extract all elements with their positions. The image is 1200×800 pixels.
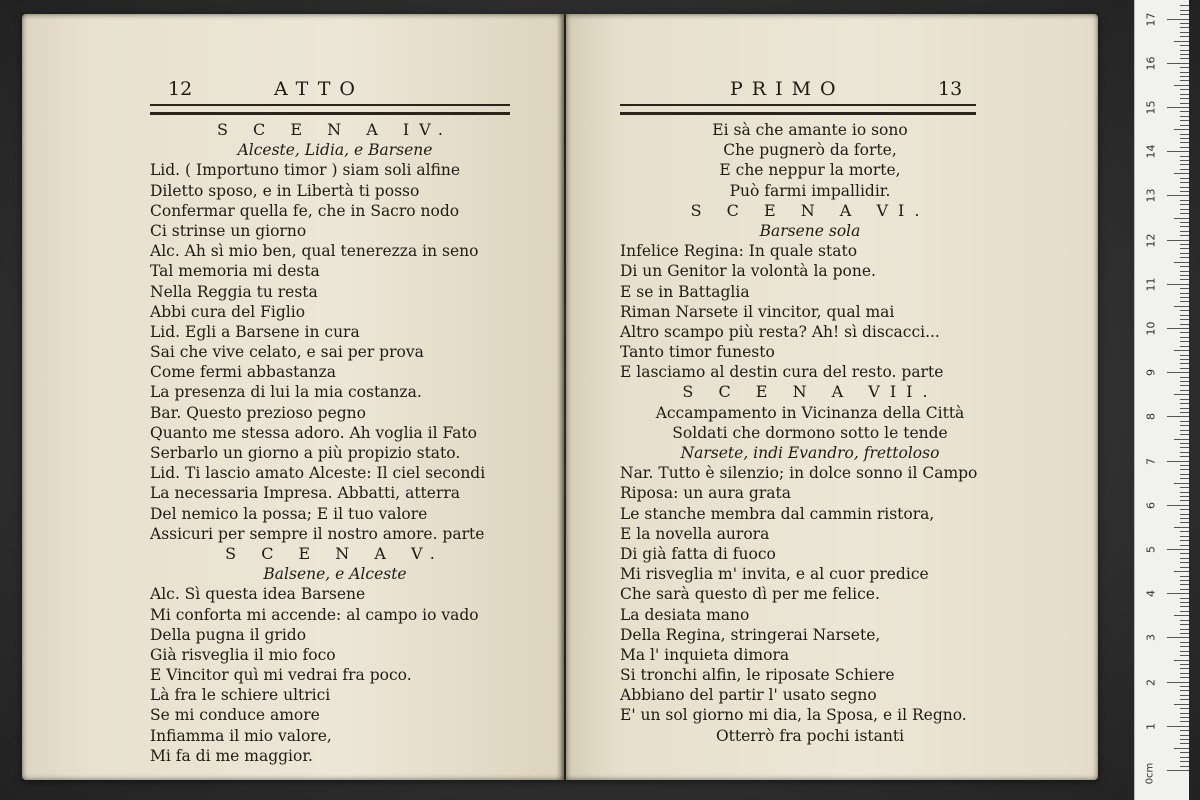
ruler-tick (1167, 195, 1189, 196)
ruler-tick (1167, 461, 1189, 462)
ruler-tick (1180, 332, 1189, 333)
ruler-tick (1180, 10, 1189, 11)
ruler-tick (1174, 615, 1189, 616)
ruler-number: 15 (1144, 100, 1158, 115)
ruler-tick (1180, 655, 1189, 656)
ruler-tick (1180, 509, 1189, 510)
ruler-tick (1180, 558, 1189, 559)
right-line-26: Della Regina, stringerai Narsete, (620, 625, 881, 644)
ruler-tick (1180, 664, 1189, 665)
left-line-20: Del nemico la possa; E il tuo valore (150, 504, 428, 523)
ruler-tick (1180, 355, 1189, 356)
ruler-number: 6 (1144, 501, 1158, 509)
left-line-9: Nella Reggia tu resta (150, 282, 318, 301)
ruler-tick (1180, 319, 1189, 320)
right-line-9: E se in Battaglia (620, 282, 750, 301)
right-line-5: S C E N A VI. (690, 200, 930, 220)
ruler-tick (1180, 624, 1189, 625)
ruler-tick (1174, 218, 1189, 219)
right-line-24: Che sarà questo dì per me felice. (620, 585, 880, 604)
ruler-tick (1180, 142, 1189, 143)
left-line-10: Abbi cura del Figlio (150, 302, 306, 321)
ruler-tick (1180, 385, 1189, 386)
left-line-28: E Vincitor quì mi vedrai fra poco. (150, 666, 412, 685)
ruler-tick (1180, 23, 1189, 24)
ruler-tick (1180, 76, 1189, 77)
left-line-7: Alc. Ah sì mio ben, qual tenerezza in seno (150, 242, 479, 261)
ruler-tick (1167, 19, 1189, 20)
ruler-number: 12 (1144, 233, 1158, 248)
ruler-tick (1180, 730, 1189, 731)
left-line-1: S C E N A IV. (216, 120, 454, 139)
ruler-tick (1180, 408, 1189, 409)
left-line-3: Lid. ( Importuno timor ) siam soli alfine (150, 161, 461, 180)
left-line-14: La presenza di lui la mia costanza. (150, 383, 422, 402)
ruler-tick (1180, 492, 1189, 493)
ruler-tick (1180, 478, 1189, 479)
ruler-tick (1180, 204, 1189, 205)
ruler-tick (1180, 50, 1189, 51)
ruler-number: 9 (1144, 369, 1158, 377)
right-line-21: E la novella aurora (620, 524, 770, 543)
right-text-block (620, 120, 1000, 746)
left-line-27: Già risveglia il mio foco (150, 645, 336, 664)
ruler-tick (1180, 27, 1189, 28)
ruler-tick (1167, 549, 1189, 550)
ruler-number: 13 (1144, 188, 1158, 203)
ruler-tick (1180, 231, 1189, 232)
ruler-tick (1180, 222, 1189, 223)
ruler-tick (1180, 465, 1189, 466)
ruler-tick (1180, 399, 1189, 400)
ruler-tick (1180, 297, 1189, 298)
ruler-tick (1167, 637, 1189, 638)
left-line-29: Là fra le schiere ultrici (150, 686, 331, 705)
right-line-25: La desiata mano (620, 605, 750, 624)
ruler-number: 11 (1144, 277, 1158, 292)
ruler-tick (1180, 743, 1189, 744)
ruler-tick (1180, 381, 1189, 382)
ruler-tick (1180, 288, 1189, 289)
ruler-tick (1180, 487, 1189, 488)
measurement-ruler (1134, 0, 1189, 800)
ruler-tick (1167, 593, 1189, 594)
right-line-7: Infelice Regina: In quale stato (620, 242, 858, 261)
ruler-tick (1167, 770, 1189, 771)
ruler-tick (1174, 394, 1189, 395)
ruler-tick (1167, 240, 1189, 241)
ruler-tick (1180, 646, 1189, 647)
ruler-tick (1180, 562, 1189, 563)
left-line-31: Infiamma il mio valore, (150, 726, 332, 745)
ruler-tick (1180, 315, 1189, 316)
ruler-tick (1174, 660, 1189, 661)
ruler-tick (1180, 589, 1189, 590)
ruler-tick (1167, 284, 1189, 285)
ruler-tick (1180, 553, 1189, 554)
ruler-tick (1180, 518, 1189, 519)
ruler-tick (1180, 310, 1189, 311)
ruler-tick (1180, 213, 1189, 214)
ruler-tick (1180, 713, 1189, 714)
running-head-right: PRIMO (730, 78, 845, 100)
ruler-tick (1180, 187, 1189, 188)
ruler-tick (1180, 182, 1189, 183)
left-line-18: Lid. Ti lascio amato Alceste: Il ciel secondi (150, 464, 486, 483)
right-line-15: Accampamento in Vicinanza della Città (655, 403, 965, 422)
ruler-tick (1180, 474, 1189, 475)
ruler-tick (1167, 726, 1189, 727)
ruler-tick (1180, 209, 1189, 210)
ruler-tick (1180, 337, 1189, 338)
ruler-tick (1180, 253, 1189, 254)
ruler-tick (1180, 443, 1189, 444)
ruler-tick (1180, 368, 1189, 369)
ruler-tick (1180, 164, 1189, 165)
ruler-tick (1180, 651, 1189, 652)
ruler-tick (1180, 540, 1189, 541)
ruler-tick (1180, 584, 1189, 585)
ruler-tick (1180, 580, 1189, 581)
ruler-tick (1180, 72, 1189, 73)
left-line-11: Lid. Egli a Barsene in cura (150, 322, 360, 341)
ruler-tick (1180, 456, 1189, 457)
ruler-tick (1174, 85, 1189, 86)
ruler-tick (1180, 390, 1189, 391)
right-line-28: Si tronchi alfin, le riposate Schiere (620, 666, 895, 685)
ruler-tick (1180, 54, 1189, 55)
ruler-tick (1180, 752, 1189, 753)
ruler-tick (1180, 761, 1189, 762)
ruler-tick (1180, 257, 1189, 258)
left-line-19: La necessaria Impresa. Abbatti, atterra (150, 484, 461, 503)
ruler-tick (1180, 266, 1189, 267)
right-line-17: Narsete, indi Evandro, frettoloso (680, 444, 940, 462)
ruler-tick (1180, 341, 1189, 342)
ruler-tick (1174, 483, 1189, 484)
right-line-19: Riposa: un aura grata (620, 484, 791, 503)
left-line-2: Alceste, Lidia, e Barsene (237, 141, 433, 160)
ruler-tick (1180, 766, 1189, 767)
ruler-tick (1180, 169, 1189, 170)
ruler-tick (1174, 129, 1189, 130)
ruler-tick (1180, 36, 1189, 37)
right-line-8: Di un Genitor la volontà la pone. (620, 262, 876, 281)
running-head-left: ATTO (274, 78, 364, 100)
header-rule-left (150, 104, 510, 115)
ruler-tick (1174, 704, 1189, 705)
ruler-tick (1180, 363, 1189, 364)
ruler-tick (1180, 134, 1189, 135)
page-number-left: 12 (168, 78, 193, 100)
ruler-tick (1180, 567, 1189, 568)
ruler-tick (1180, 377, 1189, 378)
ruler-tick (1180, 452, 1189, 453)
right-line-1: Ei sà che amante io sono (712, 121, 908, 139)
left-line-6: Ci strinse un giorno (150, 221, 307, 240)
ruler-tick (1180, 668, 1189, 669)
ruler-tick (1180, 235, 1189, 236)
ruler-tick (1167, 328, 1189, 329)
right-line-14: S C E N A VII. (682, 382, 938, 402)
ruler-tick (1180, 673, 1189, 674)
ruler-tick (1180, 191, 1189, 192)
ruler-tick (1180, 522, 1189, 523)
right-line-13: E lasciamo al destin cura del resto. parte (620, 363, 944, 382)
ruler-number: 2 (1144, 678, 1158, 686)
right-page (566, 14, 1098, 780)
page-number-right: 13 (938, 78, 963, 100)
ruler-tick (1180, 89, 1189, 90)
ruler-tick (1167, 372, 1189, 373)
ruler-tick (1180, 686, 1189, 687)
right-line-22: Di già fatta di fuoco (620, 544, 776, 563)
ruler-tick (1180, 160, 1189, 161)
left-line-26: Della pugna il grido (150, 625, 307, 644)
ruler-tick (1180, 690, 1189, 691)
ruler-tick (1180, 226, 1189, 227)
ruler-tick (1180, 434, 1189, 435)
left-line-5: Confermar quella fe, che in Sacro nodo (150, 201, 460, 220)
right-line-12: Tanto timor funesto (620, 343, 775, 362)
ruler-number: 8 (1144, 413, 1158, 421)
ruler-tick (1180, 708, 1189, 709)
ruler-number: 14 (1144, 144, 1158, 159)
ruler-number: 17 (1144, 12, 1158, 27)
ruler-tick (1167, 416, 1189, 417)
ruler-tick (1180, 611, 1189, 612)
left-line-15: Bar. Questo prezioso pegno (150, 403, 367, 422)
ruler-unit-label: 0cm (1144, 762, 1156, 785)
ruler-number: 1 (1144, 722, 1158, 730)
left-line-16: Quanto me stessa adoro. Ah voglia il Fato (150, 423, 477, 442)
left-line-23: Balsene, e Alceste (263, 565, 407, 584)
right-line-23: Mi risveglia m' invita, e al cuor predice (620, 565, 929, 584)
right-line-31: Otterrò fra pochi istanti (715, 726, 905, 745)
ruler-tick (1180, 500, 1189, 501)
ruler-tick (1174, 571, 1189, 572)
ruler-tick (1180, 94, 1189, 95)
ruler-tick (1180, 14, 1189, 15)
ruler-tick (1174, 306, 1189, 307)
ruler-tick (1180, 403, 1189, 404)
ruler-tick (1180, 469, 1189, 470)
ruler-number: 10 (1144, 321, 1158, 336)
left-line-30: Se mi conduce amore (150, 706, 320, 725)
ruler-tick (1167, 682, 1189, 683)
left-line-25: Mi conforta mi accende: al campo io vado (150, 605, 479, 624)
ruler-tick (1180, 531, 1189, 532)
ruler-tick (1180, 125, 1189, 126)
right-line-11: Altro scampo più resta? Ah! sì discacci... (620, 322, 940, 341)
ruler-tick (1180, 430, 1189, 431)
right-line-30: E' un sol giorno mi dia, la Sposa, e il Regno. (620, 706, 967, 725)
ruler-tick (1180, 271, 1189, 272)
ruler-tick (1167, 107, 1189, 108)
ruler-tick (1180, 695, 1189, 696)
ruler-tick (1180, 275, 1189, 276)
ruler-tick (1180, 359, 1189, 360)
ruler-tick (1180, 103, 1189, 104)
ruler-tick (1180, 120, 1189, 121)
ruler-tick (1180, 536, 1189, 537)
ruler-tick (1180, 111, 1189, 112)
ruler-tick (1167, 151, 1189, 152)
ruler-tick (1180, 346, 1189, 347)
left-text-block (150, 120, 520, 766)
ruler-tick (1180, 244, 1189, 245)
ruler-tick (1180, 602, 1189, 603)
ruler-tick (1174, 173, 1189, 174)
left-line-4: Diletto sposo, e in Libertà ti posso (150, 181, 420, 200)
left-line-32: Mi fa di me maggior. (150, 746, 313, 765)
left-line-24: Alc. Sì questa idea Barsene (150, 585, 366, 604)
header-rule-right (620, 104, 976, 115)
ruler-tick (1180, 677, 1189, 678)
ruler-tick (1180, 642, 1189, 643)
right-line-20: Le stanche membra dal cammin ristora, (620, 504, 935, 523)
ruler-tick (1180, 200, 1189, 201)
ruler-tick (1180, 757, 1189, 758)
ruler-tick (1180, 301, 1189, 302)
left-line-8: Tal memoria mi desta (150, 262, 320, 281)
ruler-tick (1180, 248, 1189, 249)
ruler-tick (1180, 620, 1189, 621)
ruler-tick (1180, 45, 1189, 46)
ruler-tick (1180, 156, 1189, 157)
ruler-tick (1180, 178, 1189, 179)
ruler-tick (1180, 447, 1189, 448)
ruler-tick (1174, 748, 1189, 749)
ruler-tick (1174, 262, 1189, 263)
ruler-tick (1180, 324, 1189, 325)
ruler-tick (1180, 279, 1189, 280)
ruler-tick (1180, 293, 1189, 294)
right-line-10: Riman Narsete il vincitor, qual mai (620, 302, 895, 321)
left-line-13: Come fermi abbastanza (150, 363, 337, 382)
right-line-2: Che pugnerò da forte, (723, 141, 897, 160)
ruler-tick (1180, 735, 1189, 736)
ruler-tick (1180, 514, 1189, 515)
ruler-tick (1180, 598, 1189, 599)
left-line-17: Serbarlo un giorno a più propizio stato. (150, 444, 461, 462)
left-line-22: S C E N A V. (225, 543, 445, 563)
ruler-tick (1180, 58, 1189, 59)
right-line-27: Ma l' inquieta dimora (620, 645, 790, 664)
ruler-tick (1180, 633, 1189, 634)
ruler-number: 3 (1144, 634, 1158, 642)
ruler-tick (1180, 412, 1189, 413)
ruler-tick (1180, 32, 1189, 33)
ruler-tick (1180, 80, 1189, 81)
right-line-6: Barsene sola (759, 221, 861, 240)
ruler-tick (1180, 425, 1189, 426)
ruler-tick (1180, 606, 1189, 607)
ruler-tick (1180, 496, 1189, 497)
ruler-tick (1180, 421, 1189, 422)
left-page (22, 14, 564, 780)
ruler-tick (1180, 138, 1189, 139)
left-line-21: Assicuri per sempre il nostro amore. parte (150, 524, 485, 543)
right-line-4: Può farmi impallidir. (729, 181, 891, 200)
ruler-tick (1180, 739, 1189, 740)
ruler-number: 5 (1144, 546, 1158, 553)
ruler-tick (1180, 576, 1189, 577)
ruler-tick (1180, 5, 1189, 6)
ruler-tick (1180, 545, 1189, 546)
ruler-tick (1180, 98, 1189, 99)
right-line-18: Nar. Tutto è silenzio; in dolce sonno il Campo (620, 464, 978, 483)
left-line-12: Sai che vive celato, e sai per prova (150, 343, 424, 362)
ruler-tick (1174, 41, 1189, 42)
ruler-tick (1180, 67, 1189, 68)
right-line-3: E che neppur la morte, (719, 161, 901, 180)
ruler-tick (1174, 527, 1189, 528)
ruler-tick (1180, 717, 1189, 718)
ruler-tick (1167, 63, 1189, 64)
ruler-tick (1174, 439, 1189, 440)
ruler-tick (1180, 116, 1189, 117)
ruler-tick (1174, 350, 1189, 351)
ruler-number: 7 (1144, 457, 1158, 465)
ruler-tick (1180, 721, 1189, 722)
ruler-tick (1180, 699, 1189, 700)
ruler-tick (1167, 505, 1189, 506)
ruler-number: 4 (1144, 590, 1158, 598)
right-line-29: Abbiano del partir l' usato segno (620, 686, 877, 705)
right-line-16: Soldati che dormono sotto le tende (672, 423, 948, 442)
ruler-number: 16 (1144, 56, 1158, 71)
ruler-tick (1180, 629, 1189, 630)
ruler-tick (1180, 147, 1189, 148)
